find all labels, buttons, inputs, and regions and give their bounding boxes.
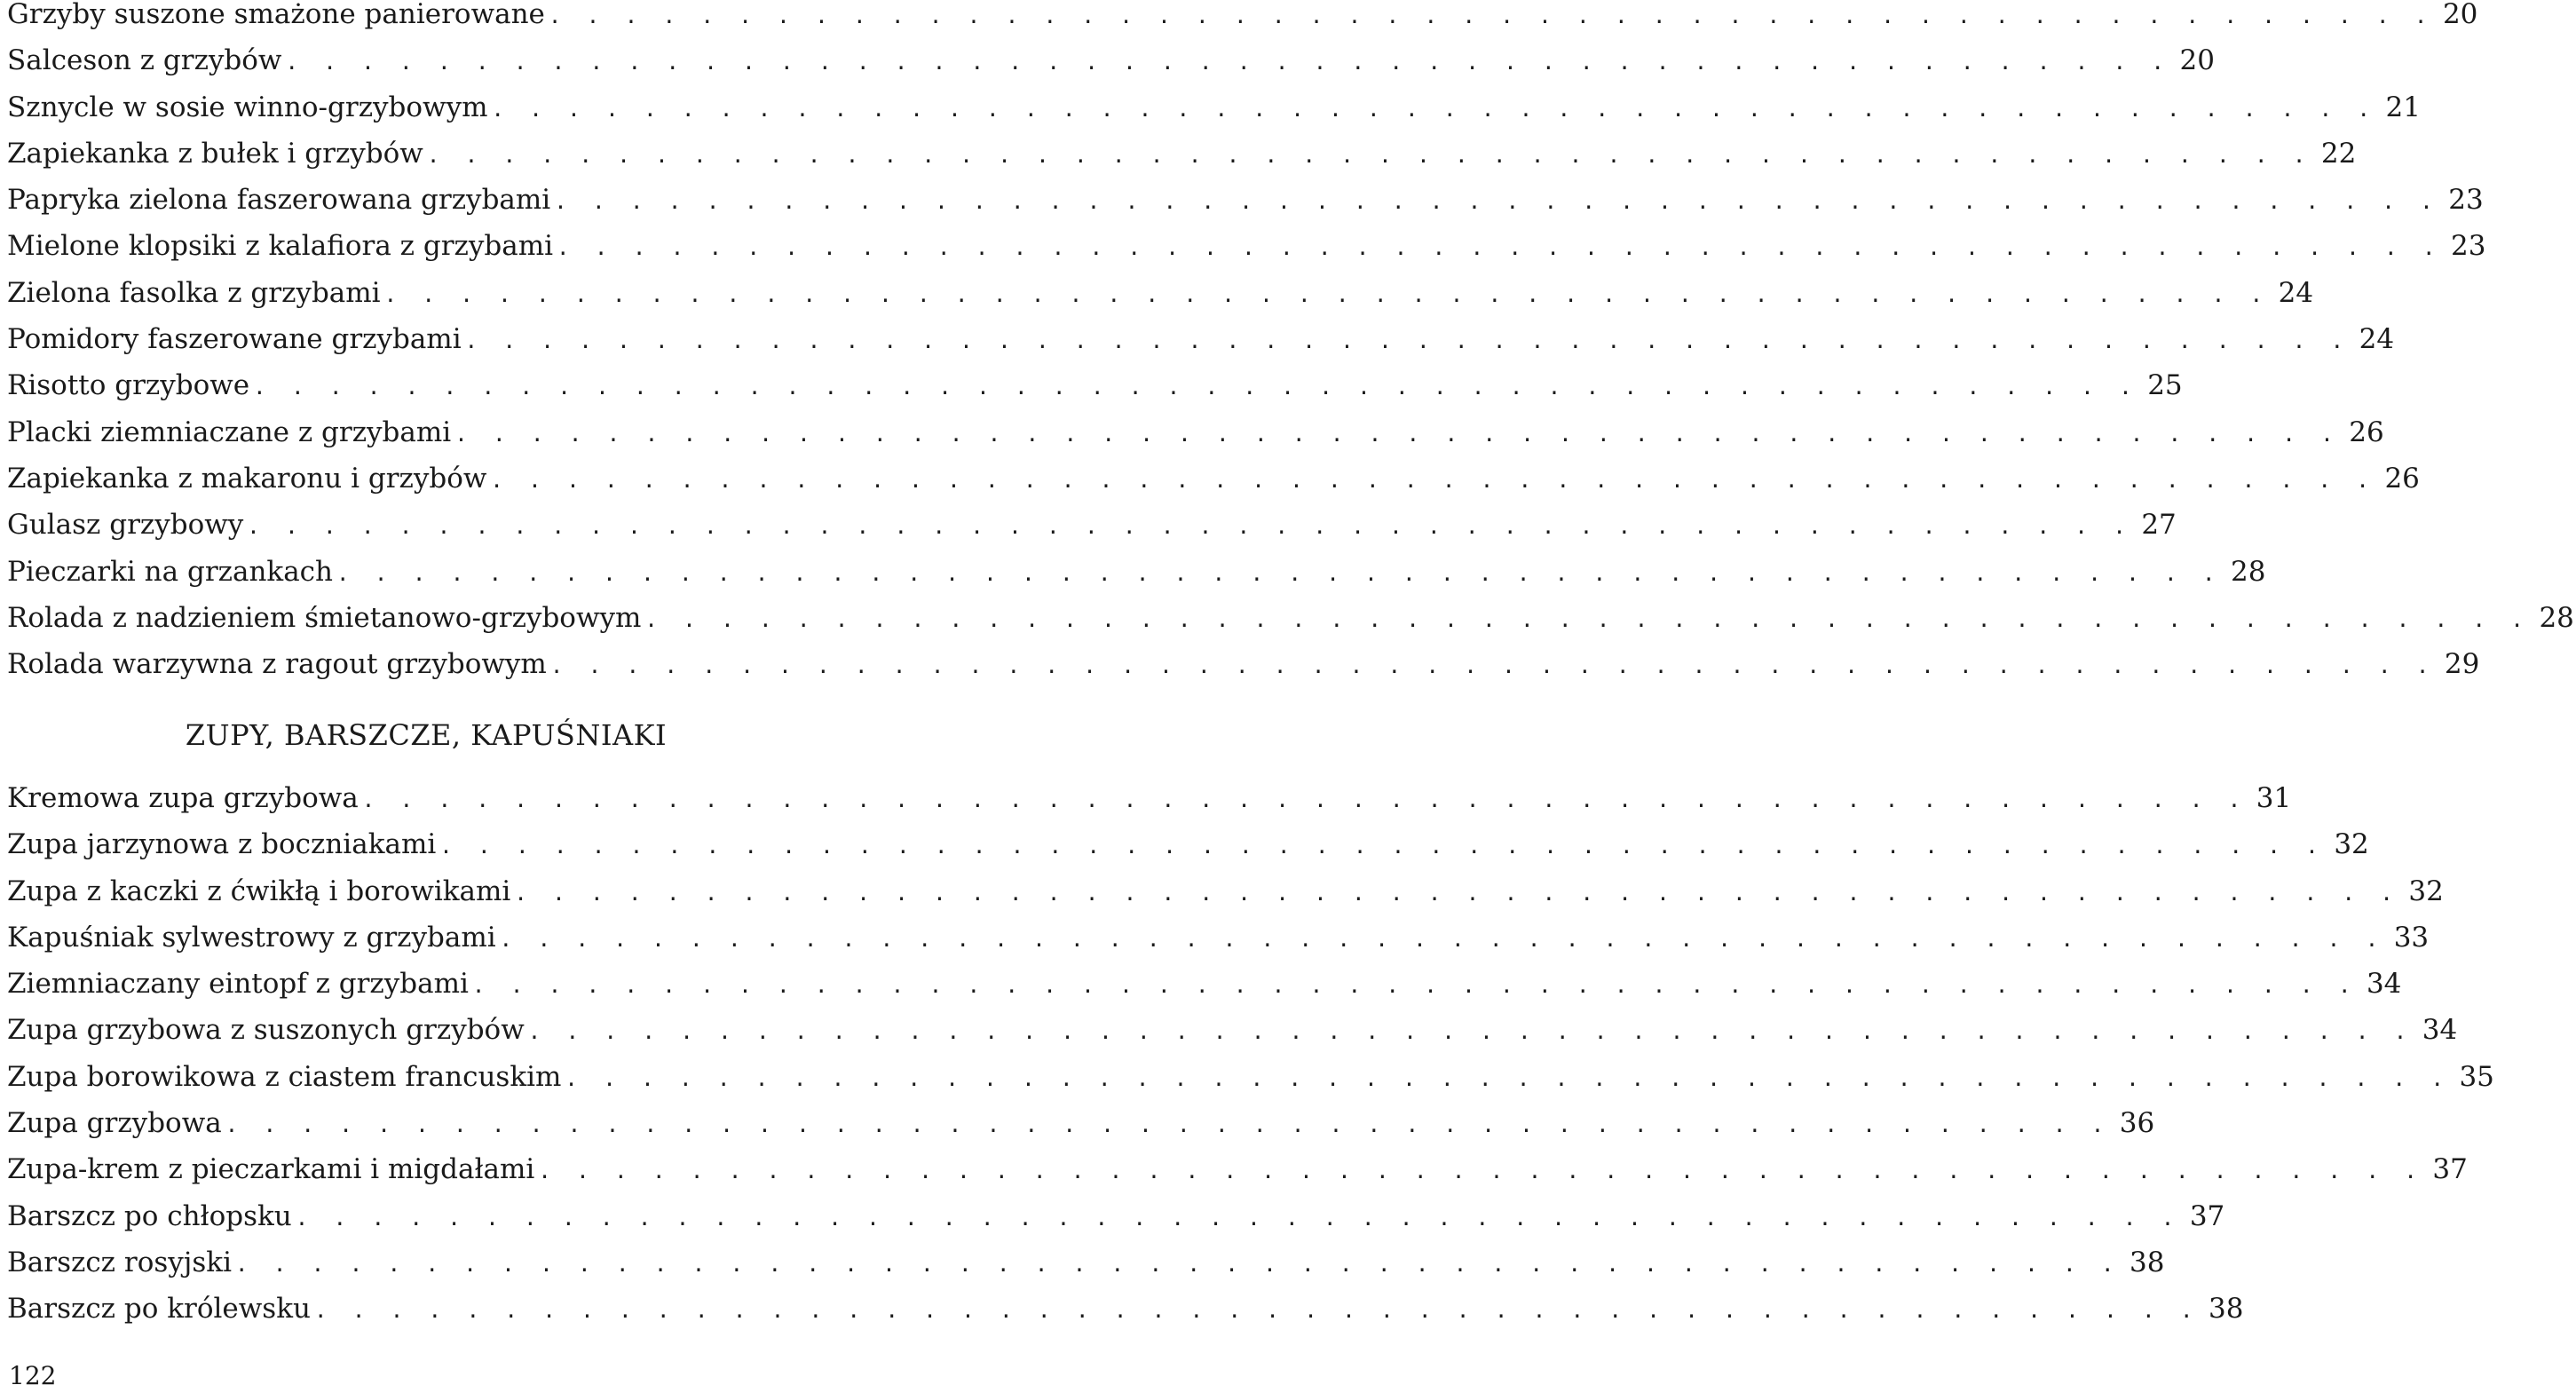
toc-dot-leader: . . . . . . . . . . . . . . . . . . . . . . . . . . . . . . . . . . . . . . . . . . . . . . . . . . [285, 50, 2170, 75]
toc-entry-title: Ziemniaczany eintopf z grzybami [7, 968, 469, 1001]
toc-entry [7, 821, 2369, 867]
toc-dot-leader: . . . . . . . . . . . . . . . . . . . . . . . . . . . . . . . . . . . . . . . . . . . . . . . . . . [313, 1298, 2200, 1324]
toc-entry [7, 0, 2478, 37]
toc-entry-title: Barszcz rosyjski [7, 1246, 232, 1278]
toc-dot-leader: . . . . . . . . . . . . . . . . . . . . . . . . . . . . . . . . . . . . . . . . . . . . . . . . . . [361, 788, 2248, 812]
toc-entry-page: 34 [2422, 1014, 2458, 1047]
toc-entry-page: 25 [2147, 369, 2183, 402]
toc-entry-title: Papryka zielona faszerowana grzybami [7, 184, 551, 217]
toc-dot-leader: . . . . . . . . . . . . . . . . . . . . . . . . . . . . . . . . . . . . . . . . . . . . . . . . . . [439, 834, 2325, 859]
toc-entry [7, 131, 2357, 177]
toc-entry-page: 33 [2393, 921, 2430, 954]
toc-entry-title: Mielone klopsiki z kalafiora z grzybami [7, 230, 554, 263]
toc-entry-title: Zupa grzybowa [7, 1107, 222, 1140]
toc-entry-title: Zupa grzybowa z suszonych grzybów [7, 1014, 525, 1047]
toc-entry-page: 28 [2231, 555, 2266, 588]
toc-entry [7, 549, 2266, 595]
toc-entry-page: 28 [2539, 601, 2574, 634]
toc-entry-title: Risotto grzybowe [7, 369, 250, 402]
toc-dot-leader: . . . . . . . . . . . . . . . . . . . . . . . . . . . . . . . . . . . . . . . . . . . . . . . . . . [295, 1205, 2181, 1231]
toc-entry-page: 24 [2278, 276, 2314, 309]
toc-dot-leader: . . . . . . . . . . . . . . . . . . . . . . . . . . . . . . . . . . . . . . . . . . . . . . . . . . [557, 235, 2442, 261]
toc-entry [7, 775, 2292, 821]
toc-entry-page: 29 [2444, 648, 2480, 681]
toc-entry [7, 1286, 2244, 1332]
toc-entry [7, 177, 2484, 223]
toc-dot-leader: . . . . . . . . . . . . . . . . . . . . . . . . . . . . . . . . . . . . . . . . . . . . . . . . . . [548, 4, 2434, 28]
toc-dot-leader: . . . . . . . . . . . . . . . . . . . . . . . . . . . . . . . . . . . . . . . . . . . . . . . . . . [554, 189, 2439, 215]
toc-entry-title: Zupa z kaczki z ćwikłą i borowikami [7, 875, 511, 907]
toc-dot-leader: . . . . . . . . . . . . . . . . . . . . . . . . . . . . . . . . . . . . . . . . . . . . . . . . . . [247, 514, 2132, 540]
toc-entry [7, 961, 2402, 1007]
toc-dot-leader: . . . . . . . . . . . . . . . . . . . . . . . . . . . . . . . . . . . . . . . . . . . . . . . . . . [454, 421, 2340, 447]
toc-entry-title: Grzyby suszone smażone panierowane [7, 0, 545, 30]
toc-entry-page: 31 [2256, 782, 2292, 814]
toc-entry-title: Pieczarki na grzankach [7, 555, 334, 588]
toc-entry-page: 38 [2209, 1293, 2244, 1326]
toc-dot-leader: . . . . . . . . . . . . . . . . . . . . . . . . . . . . . . . . . . . . . . . . . . . . . . . . . . [383, 281, 2270, 307]
toc-entry-page: 38 [2130, 1246, 2165, 1278]
toc-dot-leader: . . . . . . . . . . . . . . . . . . . . . . . . . . . . . . . . . . . . . . . . . . . . . . . . . . [471, 973, 2358, 999]
toc-entry-page: 27 [2141, 509, 2177, 542]
toc-entry-title: Placki ziemniaczane z grzybami [7, 416, 452, 448]
toc-entry-title: Rolada z nadzieniem śmietanowo-grzybowym [7, 601, 642, 634]
toc-entry-page: 26 [2349, 416, 2384, 448]
toc-entry [7, 455, 2420, 502]
toc-entry [7, 84, 2421, 131]
toc-entry-page: 24 [2359, 323, 2395, 356]
toc-entry-page: 23 [2448, 184, 2484, 217]
toc-entry-title: Zupa-krem z pieczarkami i migdałami [7, 1153, 535, 1186]
toc-dot-leader: . . . . . . . . . . . . . . . . . . . . . . . . . . . . . . . . . . . . . . . . . . . . . . . . . . [464, 328, 2351, 354]
toc-dot-leader: . . . . . . . . . . . . . . . . . . . . . . . . . . . . . . . . . . . . . . . . . . . . . . . . . . [490, 467, 2375, 493]
toc-dot-leader: . . . . . . . . . . . . . . . . . . . . . . . . . . . . . . . . . . . . . . . . . . . . . . . . . . [491, 96, 2376, 122]
toc-dot-leader: . . . . . . . . . . . . . . . . . . . . . . . . . . . . . . . . . . . . . . . . . . . . . . . . . . [538, 1159, 2423, 1184]
toc-entry [7, 362, 2183, 408]
toc-entry-title: Barszcz po królewsku [7, 1293, 311, 1326]
toc-entry [7, 595, 2574, 641]
toc-entry [7, 1146, 2468, 1192]
toc-entry-title: Rolada warzywna z ragout grzybowym [7, 648, 547, 681]
toc-entry-title: Zupa borowikowa z ciastem francuskim [7, 1060, 562, 1093]
toc-entry [7, 1193, 2225, 1239]
toc-entry-page: 37 [2432, 1153, 2468, 1186]
toc-entry-page: 36 [2119, 1107, 2155, 1140]
toc-dot-leader: . . . . . . . . . . . . . . . . . . . . . . . . . . . . . . . . . . . . . . . . . . . . . . . . . . [426, 142, 2312, 168]
toc-entry-title: Gulasz grzybowy [7, 509, 244, 542]
toc-entry-page: 20 [2442, 0, 2478, 30]
toc-entry-title: Kremowa zupa grzybowa [7, 782, 359, 814]
toc-entry [7, 37, 2215, 83]
toc-dot-leader: . . . . . . . . . . . . . . . . . . . . . . . . . . . . . . . . . . . . . . . . . . . . . . . . . . [514, 880, 2399, 906]
toc-dot-leader: . . . . . . . . . . . . . . . . . . . . . . . . . . . . . . . . . . . . . . . . . . . . . . . . . . [253, 375, 2138, 400]
toc-dot-leader: . . . . . . . . . . . . . . . . . . . . . . . . . . . . . . . . . . . . . . . . . . . . . . . . . . [527, 1019, 2414, 1045]
toc-entry-title: Zapiekanka z bułek i grzybów [7, 137, 423, 170]
toc-list-main-dishes [7, 0, 2574, 687]
toc-entry-page: 20 [2179, 44, 2215, 77]
toc-entry [7, 1007, 2458, 1053]
toc-entry-title: Zielona fasolka z grzybami [7, 276, 381, 309]
toc-entry-page: 21 [2385, 91, 2421, 123]
toc-entry [7, 223, 2486, 269]
toc-entry [7, 868, 2444, 914]
toc-dot-leader: . . . . . . . . . . . . . . . . . . . . . . . . . . . . . . . . . . . . . . . . . . . . . . . . . . [225, 1112, 2111, 1138]
toc-entry-page: 34 [2366, 968, 2402, 1001]
toc-list-soups [7, 775, 2494, 1333]
toc-dot-leader: . . . . . . . . . . . . . . . . . . . . . . . . . . . . . . . . . . . . . . . . . . . . . . . . . . [336, 560, 2222, 586]
toc-dot-leader: . . . . . . . . . . . . . . . . . . . . . . . . . . . . . . . . . . . . . . . . . . . . . . . . . . [235, 1251, 2121, 1277]
toc-entry [7, 641, 2480, 687]
toc-entry-title: Barszcz po chłopsku [7, 1199, 292, 1232]
toc-dot-leader: . . . . . . . . . . . . . . . . . . . . . . . . . . . . . . . . . . . . . . . . . . . . . . . . . . [644, 606, 2530, 632]
toc-entry-title: Kapuśniak sylwestrowy z grzybami [7, 921, 496, 954]
toc-entry-title: Salceson z grzybów [7, 44, 282, 77]
toc-dot-leader: . . . . . . . . . . . . . . . . . . . . . . . . . . . . . . . . . . . . . . . . . . . . . . . . . . [549, 653, 2436, 679]
toc-entry [7, 1239, 2165, 1286]
toc-entry-page: 32 [2334, 828, 2369, 861]
toc-entry [7, 316, 2395, 362]
toc-entry [7, 270, 2314, 316]
toc-entry-title: Sznycle w sosie winno-grzybowym [7, 91, 488, 123]
toc-entry-title: Zupa jarzynowa z boczniakami [7, 828, 437, 861]
toc-dot-leader: . . . . . . . . . . . . . . . . . . . . . . . . . . . . . . . . . . . . . . . . . . . . . . . . . . [499, 926, 2385, 952]
toc-entry [7, 409, 2384, 455]
toc-entry-page: 35 [2459, 1060, 2494, 1093]
toc-entry [7, 914, 2430, 961]
toc-entry-page: 26 [2384, 462, 2420, 495]
toc-entry-page: 23 [2451, 230, 2486, 263]
toc-entry [7, 1100, 2155, 1146]
toc-entry-page: 22 [2320, 137, 2357, 170]
toc-entry-title: Pomidory faszerowane grzybami [7, 323, 462, 356]
toc-entry-page: 37 [2189, 1199, 2225, 1232]
toc-entry-page: 32 [2408, 875, 2444, 907]
section-heading: ZUPY, BARSZCZE, KAPUŚNIAKI [185, 718, 668, 752]
toc-entry [7, 1054, 2494, 1100]
toc-entry [7, 502, 2177, 548]
page-number: 122 [9, 1361, 57, 1390]
toc-entry-title: Zapiekanka z makaronu i grzybów [7, 462, 487, 495]
toc-dot-leader: . . . . . . . . . . . . . . . . . . . . . . . . . . . . . . . . . . . . . . . . . . . . . . . . . . [565, 1065, 2450, 1091]
